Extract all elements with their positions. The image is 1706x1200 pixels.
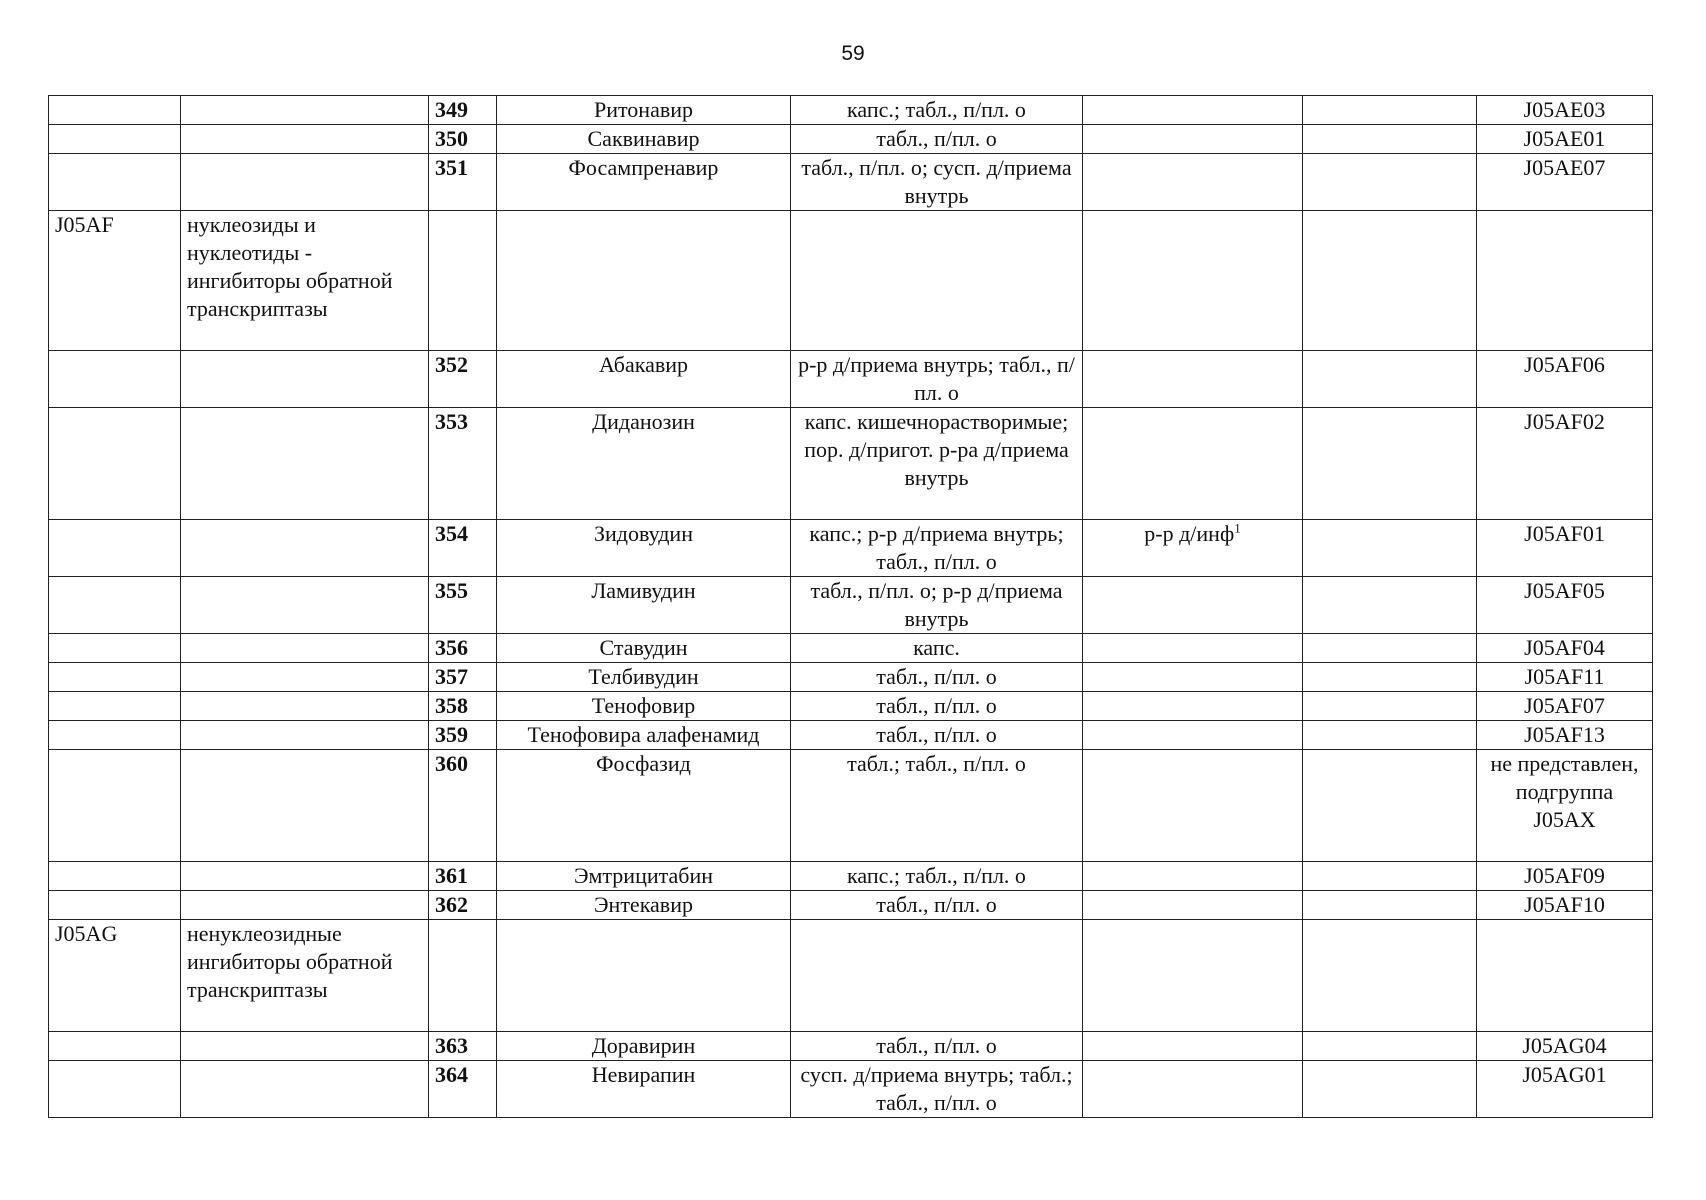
dosage-forms-text: капс. [913,635,960,660]
drug-name [497,520,791,577]
dosage-forms [791,577,1083,634]
atc-code [1477,125,1653,154]
atc-group-name [181,634,429,663]
atc-group-code [49,577,181,634]
atc-group-name [181,577,429,634]
empty-cell [1303,920,1477,1032]
drug-name-text: Телбивудин [588,664,699,689]
item-number-text: 354 [435,521,468,546]
item-number [429,862,497,891]
drug-name-text: Зидовудин [594,521,693,546]
drug-name [497,721,791,750]
group-row [49,920,1653,1032]
atc-code [1477,1032,1653,1061]
drug-name [497,634,791,663]
atc-code [1477,96,1653,125]
table-row [49,96,1653,125]
atc-group-name-text: ненуклеозидные ингибиторы обратной транскриптазы [187,921,393,1002]
item-number [429,750,497,862]
drug-name-text: Фосфазид [596,751,691,776]
dosage-forms [791,1032,1083,1061]
atc-code-text: J05AE03 [1523,97,1606,122]
empty-cell [1303,862,1477,891]
atc-group-name [181,862,429,891]
atc-code [1477,408,1653,520]
atc-code [1477,663,1653,692]
table-row [49,351,1653,408]
dosage-forms-text: капс.; табл., п/пл. о [847,863,1026,888]
atc-group-code [49,721,181,750]
drug-name-text: Диданозин [592,409,695,434]
atc-group-code [49,891,181,920]
item-number [429,634,497,663]
dosage-forms-extra [1083,750,1303,862]
item-number-text: 352 [435,352,468,377]
dosage-forms-text: табл., п/пл. о [876,892,997,917]
dosage-forms-extra [1083,1032,1303,1061]
atc-group-code [49,351,181,408]
item-number [429,721,497,750]
atc-group-name [181,721,429,750]
table-row [49,154,1653,211]
dosage-forms-extra [1083,692,1303,721]
dosage-forms [791,520,1083,577]
item-number-text: 351 [435,155,468,180]
empty-cell [1303,154,1477,211]
item-number [429,920,497,1032]
dosage-forms-text: табл., п/пл. о [876,1033,997,1058]
empty-cell [1303,1061,1477,1118]
atc-code [1477,520,1653,577]
atc-group-code [49,96,181,125]
atc-group-code [49,1061,181,1118]
dosage-forms-text: табл., п/пл. о [876,693,997,718]
drug-name-text: Невирапин [591,1062,696,1087]
atc-group-code [49,211,181,351]
atc-code [1477,1061,1653,1118]
drug-name [497,750,791,862]
dosage-forms-extra [1083,211,1303,351]
item-number [429,211,497,351]
empty-cell [1303,692,1477,721]
empty-cell [1303,1032,1477,1061]
drug-name [497,891,791,920]
table-row [49,750,1653,862]
table-row [49,891,1653,920]
atc-group-name [181,351,429,408]
drug-name-text: Тенофовир [591,693,696,718]
dosage-forms-extra [1083,520,1303,577]
atc-group-name-text: нуклеозиды и нуклеотиды - ингибиторы обратной транскриптазы [187,212,393,321]
dosage-forms-text: табл., п/пл. о [876,722,997,747]
atc-group-code [49,1032,181,1061]
atc-code-text: J05AF04 [1524,635,1605,660]
dosage-forms [791,692,1083,721]
atc-group-code [49,663,181,692]
dosage-forms-text: капс. кишечнорастворимые; пор. д/пригот. р-ра д/приема внутрь [804,409,1069,490]
atc-code-text: J05AF11 [1524,664,1605,689]
dosage-forms [791,862,1083,891]
table-row [49,1032,1653,1061]
atc-group-name [181,750,429,862]
drug-name-text: Энтекавир [594,892,693,917]
atc-group-name [181,891,429,920]
atc-code-text: J05AF01 [1524,521,1605,546]
atc-code [1477,750,1653,862]
table-row [49,577,1653,634]
dosage-forms-extra [1083,721,1303,750]
dosage-forms-extra [1083,408,1303,520]
item-number-text: 359 [435,722,468,747]
drug-name-text: Эмтрицитабин [573,863,714,888]
item-number-text: 353 [435,409,468,434]
dosage-forms [791,154,1083,211]
dosage-forms-text: табл., п/пл. о [876,664,997,689]
empty-cell [1303,125,1477,154]
dosage-forms [791,721,1083,750]
dosage-forms-extra [1083,1061,1303,1118]
empty-cell [1303,577,1477,634]
page-number: 59 [841,42,865,65]
item-number [429,125,497,154]
atc-group-code [49,750,181,862]
drug-name [497,125,791,154]
atc-code [1477,211,1653,351]
atc-group-code-text: J05AG [55,921,118,946]
empty-cell [1303,663,1477,692]
item-number [429,577,497,634]
atc-code-text: не представлен, подгруппа J05AX [1490,751,1639,832]
atc-group-name [181,211,429,351]
drug-name-text: Ритонавир [593,97,694,122]
empty-cell [1303,96,1477,125]
table-row [49,692,1653,721]
drug-list-table [48,95,1653,1118]
table-row [49,125,1653,154]
empty-cell [1303,891,1477,920]
dosage-forms-text: табл., п/пл. о; р-р д/приема внутрь [810,578,1063,631]
drug-name [497,154,791,211]
atc-code-text: J05AF06 [1524,352,1605,377]
item-number [429,408,497,520]
dosage-forms [791,634,1083,663]
atc-group-name [181,125,429,154]
empty-cell [1303,351,1477,408]
atc-group-code [49,862,181,891]
item-number-text: 356 [435,635,468,660]
atc-code [1477,692,1653,721]
atc-code [1477,577,1653,634]
atc-code-text: J05AG01 [1522,1062,1607,1087]
drug-name [497,577,791,634]
empty-cell [1303,408,1477,520]
table-row [49,634,1653,663]
atc-code-text: J05AG04 [1522,1033,1607,1058]
drug-name [497,692,791,721]
atc-group-code [49,692,181,721]
item-number-text: 349 [435,97,468,122]
atc-code [1477,862,1653,891]
atc-group-code [49,408,181,520]
dosage-forms [791,96,1083,125]
dosage-forms-extra [1083,351,1303,408]
table-row [49,520,1653,577]
dosage-forms [791,351,1083,408]
drug-name-text: Ставудин [599,635,688,660]
item-number-text: 363 [435,1033,468,1058]
atc-group-code [49,920,181,1032]
atc-group-code [49,634,181,663]
item-number [429,96,497,125]
drug-name-text: Ламивудин [591,578,696,603]
table-row [49,1061,1653,1118]
atc-group-name [181,96,429,125]
atc-group-code [49,520,181,577]
empty-cell [1303,721,1477,750]
drug-name-text: Тенофовира алафенамид [527,722,760,747]
item-number-text: 361 [435,863,468,888]
drug-name [497,96,791,125]
item-number [429,692,497,721]
atc-code [1477,154,1653,211]
dosage-forms-extra [1083,125,1303,154]
table-row [49,721,1653,750]
atc-group-name [181,1061,429,1118]
dosage-forms-extra [1083,920,1303,1032]
item-number-text: 360 [435,751,468,776]
item-number-text: 357 [435,664,468,689]
atc-group-name [181,408,429,520]
dosage-forms [791,750,1083,862]
item-number [429,520,497,577]
atc-code-text: J05AF02 [1524,409,1605,434]
atc-code-text: J05AF10 [1524,892,1605,917]
dosage-forms-extra [1083,862,1303,891]
atc-group-code-text: J05AF [55,212,114,237]
drug-name-text: Саквинавир [587,126,700,151]
empty-cell [1303,634,1477,663]
item-number [429,351,497,408]
atc-code [1477,351,1653,408]
atc-code-text: J05AF13 [1524,722,1605,747]
atc-code-text: J05AE01 [1523,126,1606,151]
atc-group-name [181,920,429,1032]
empty-cell [1303,520,1477,577]
dosage-forms [791,663,1083,692]
drug-name [497,862,791,891]
table-row [49,663,1653,692]
dosage-forms [791,125,1083,154]
item-number-text: 350 [435,126,468,151]
dosage-forms [791,408,1083,520]
table-row [49,408,1653,520]
group-row [49,211,1653,351]
atc-code [1477,920,1653,1032]
atc-code [1477,891,1653,920]
item-number [429,154,497,211]
drug-name [497,211,791,351]
item-number [429,891,497,920]
drug-name [497,663,791,692]
drug-name [497,351,791,408]
drug-name-text: Абакавир [598,352,688,377]
drug-name-text: Фосампренавир [568,155,719,180]
dosage-forms [791,920,1083,1032]
drug-name [497,1061,791,1118]
dosage-forms-extra-text: р-р д/инф [1144,521,1235,546]
drug-name [497,920,791,1032]
atc-code-text: J05AF05 [1524,578,1605,603]
dosage-forms-extra [1083,634,1303,663]
dosage-forms [791,211,1083,351]
item-number [429,1032,497,1061]
dosage-forms-text: капс.; табл., п/пл. о [847,97,1026,122]
dosage-forms-extra [1083,663,1303,692]
dosage-forms-text: табл., п/пл. о; сусп. д/приема внутрь [801,155,1072,208]
atc-code-text: J05AF09 [1524,863,1605,888]
dosage-forms-extra [1083,154,1303,211]
atc-code [1477,721,1653,750]
item-number-text: 355 [435,578,468,603]
table-row [49,862,1653,891]
atc-group-code [49,125,181,154]
dosage-forms-text: табл.; табл., п/пл. о [847,751,1026,776]
atc-group-code [49,154,181,211]
dosage-forms [791,891,1083,920]
atc-code-text: J05AF07 [1524,693,1605,718]
atc-code-text: J05AE07 [1523,155,1606,180]
dosage-forms-extra [1083,891,1303,920]
dosage-forms-text: р-р д/приема внутрь; табл., п/пл. о [798,352,1075,405]
item-number-text: 364 [435,1062,468,1087]
dosage-forms-extra [1083,577,1303,634]
empty-cell [1303,750,1477,862]
dosage-forms-text: сусп. д/приема внутрь; табл.; табл., п/пл. о [800,1062,1073,1115]
dosage-forms [791,1061,1083,1118]
dosage-forms-extra [1083,96,1303,125]
atc-group-name [181,663,429,692]
drug-name-text: Доравирин [591,1033,696,1058]
dosage-forms-text: табл., п/пл. о [876,126,997,151]
atc-group-name [181,520,429,577]
atc-group-name [181,692,429,721]
dosage-forms-text: капс.; р-р д/приема внутрь; табл., п/пл. о [809,521,1064,574]
empty-cell [1303,211,1477,351]
item-number-text: 362 [435,892,468,917]
drug-name [497,1032,791,1061]
item-number [429,1061,497,1118]
atc-code [1477,634,1653,663]
item-number-text: 358 [435,693,468,718]
atc-group-name [181,154,429,211]
footnote-marker: 1 [1234,520,1241,536]
atc-group-name [181,1032,429,1061]
drug-name [497,408,791,520]
item-number [429,663,497,692]
